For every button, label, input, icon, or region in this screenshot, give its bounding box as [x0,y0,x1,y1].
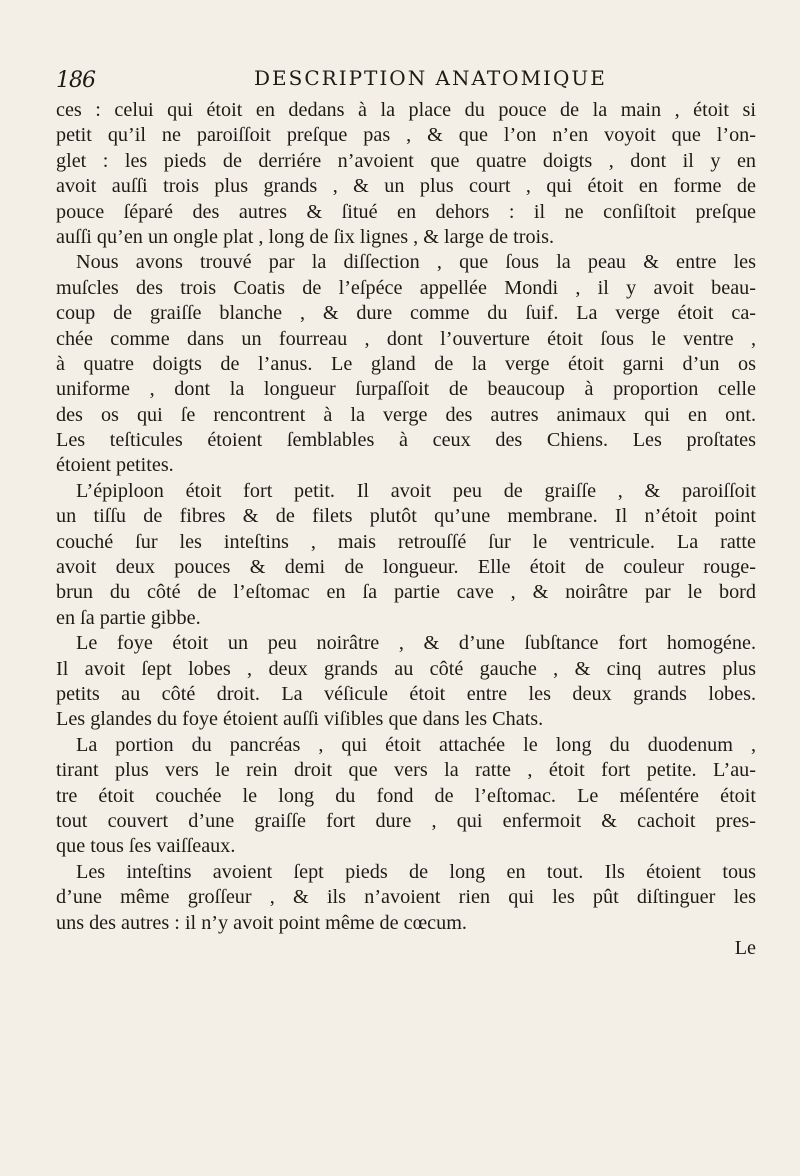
page-header [56,66,756,100]
text-line: glet : les pieds de derriére n’avoient que quatre doigts , dont il y en [56,149,756,172]
text-line: La portion du pancréas , qui étoit attachée le long du duodenum , [76,733,756,756]
text-line: tirant plus vers le rein droit que vers la ratte , étoit fort petite. L’au- [56,759,756,782]
page-number: 186 [56,68,95,93]
text-line: brun du côté de l’eſtomac en ſa partie cave , & noirâtre par le bord [56,581,756,604]
text-line: en ſa partie gibbe. [56,606,201,629]
text-line: chée comme dans un fourreau , dont l’ouverture étoit ſous le ventre , [56,327,756,350]
text-line: tre étoit couchée le long du fond de l’eſtomac. Le méſentére étoit [56,784,756,807]
text-line: pouce ſéparé des autres & ſitué en dehors : il ne conſiſtoit preſque [56,200,756,223]
text-line: des os qui ſe rencontrent à la verge des autres animaux qui en ont. [56,403,756,426]
text-line: coup de graiſſe blanche , & dure comme du ſuif. La verge étoit ca- [56,302,756,325]
text-line: un tiſſu de fibres & de filets plutôt qu’une membrane. Il n’étoit point [56,505,756,528]
text-line: Les glandes du foye étoient auſſi viſibles que dans les Chats. [56,708,544,731]
text-line: Le foye étoit un peu noirâtre , & d’une ſubſtance fort homogéne. [76,632,756,655]
text-line: auſſi qu’en un ongle plat , long de ſix lignes , & large de trois. [56,225,555,248]
text-line: L’épiploon étoit fort petit. Il avoit peu de graiſſe , & paroiſſoit [76,479,756,502]
text-line: ces : celui qui étoit en dedans à la place du pouce de la main , étoit si [56,99,756,121]
text-line: Les inteſtins avoient ſept pieds de long en tout. Ils étoient tous [76,860,756,883]
body-text [56,98,756,961]
text-line: tout couvert d’une graiſſe fort dure , qui enfermoit & cachoit pres- [56,809,756,832]
running-title: DESCRIPTION ANATOMIQUE [254,66,607,90]
text-line: petits au côté droit. La véſicule étoit entre les deux grands lobes. [56,682,756,705]
text-line: couché ſur les inteſtins , mais retrouſſé ſur le ventricule. La ratte [56,530,756,553]
text-line: muſcles des trois Coatis de l’eſpéce appellée Mondi , il y avoit beau- [56,276,756,299]
catchword: Le [734,936,756,959]
text-line: Les teſticules étoient ſemblables à ceux des Chiens. Les proſtates [56,429,756,452]
text-line: uns des autres : il n’y avoit point même de cœcum. [56,911,467,934]
text-line: petit qu’il ne paroiſſoit preſque pas , & que l’on n’en voyoit que l’on- [56,124,756,147]
text-line: que tous ſes vaiſſeaux. [56,835,236,858]
text-line: d’une même groſſeur , & ils n’avoient rien qui les pût diſtinguer les [56,886,756,909]
text-line: avoit deux pouces & demi de longueur. Elle étoit de couleur rouge- [56,556,756,579]
text-line: Il avoit ſept lobes , deux grands au côté gauche , & cinq autres plus [56,657,756,680]
text-line: étoient petites. [56,454,174,477]
text-line: Nous avons trouvé par la diſſection , que ſous la peau & entre les [76,251,756,274]
text-line: à quatre doigts de l’anus. Le gland de la verge étoit garni d’un os [56,352,756,375]
text-line: avoit auſſi trois plus grands , & un plus court , qui étoit en forme de [56,175,756,198]
text-line: uniforme , dont la longueur ſurpaſſoit de beaucoup à proportion celle [56,378,756,401]
